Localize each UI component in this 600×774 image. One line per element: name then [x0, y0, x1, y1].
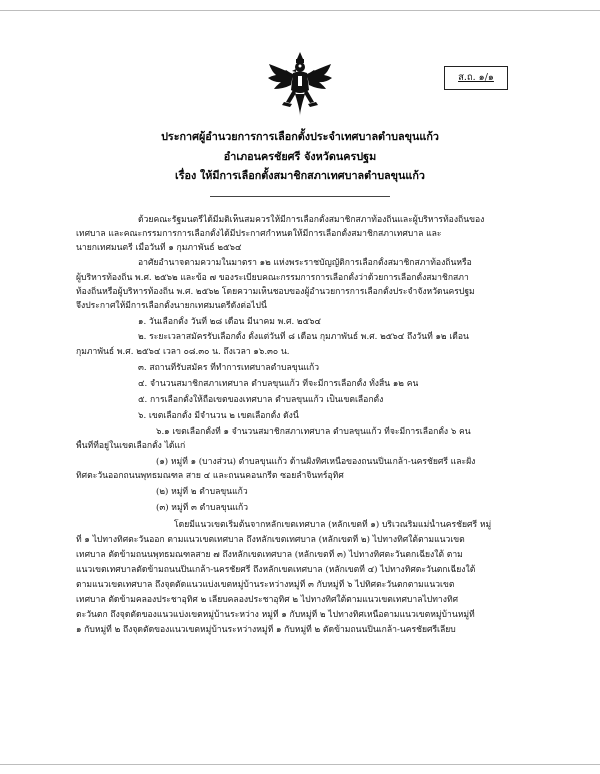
body-line: (๒) หมู่ที่ ๒ ตำบลขุนแก้ว [156, 487, 248, 497]
body-line: เทศบาล ตัดข้ามถนนพุทธมณฑลสาย ๗ ถึงหลักเขตเทศบาล (หลักเขตที่ ๓) ไปทางทิศตะวันตกเฉียงใต้ ตาม [76, 550, 463, 560]
body-line: ตามแนวเขตเทศบาล ถึงจุดตัดแนวแบ่งเขตหมู่บ้านระหว่างหมู่ที่ ๓ กับหมู่ที่ ๖ ไปทิศตะวันตกตามแนวเขต [76, 580, 455, 590]
bottom-divider [0, 764, 600, 765]
body-line: (๓) หมู่ที่ ๓ ตำบลขุนแก้ว [156, 503, 249, 513]
announcement-title: ประกาศผู้อำนวยการการเลือกตั้งประจำเทศบาลตำบลขุนแก้ว [161, 130, 439, 143]
body-line: ๖.๑ เขตเลือกตั้งที่ ๑ จำนวนสมาชิกสภาเทศบาล ตำบลขุนแก้ว ที่จะมีการเลือกตั้ง ๖ คน [156, 427, 471, 437]
document-number-box: ส.ถ. ๑/๑ [444, 66, 508, 90]
body-line: ตะวันตก ถึงจุดตัดของแนวแบ่งเขตหมู่บ้านระหว่าง หมู่ที่ ๑ กับหมู่ที่ ๒ ไปทางทิศเหนือตามแนวเขตหมู่บ้านหมู่ที่ [76, 610, 475, 620]
body-line: ๔. จำนวนสมาชิกสภาเทศบาล ตำบลขุนแก้ว ที่จะมีการเลือกตั้ง ทั้งสิ้น ๑๒ คน [138, 379, 419, 389]
body-line: ๓. สถานที่รับสมัคร ที่ทำการเทศบาลตำบลขุนแก้ว [138, 363, 320, 373]
heading-underline [210, 196, 390, 197]
body-line: พื้นที่ที่อยู่ในเขตเลือกตั้ง ได้แก่ [76, 441, 186, 451]
body-line: ๖. เขตเลือกตั้ง มีจำนวน ๒ เขตเลือกตั้ง ดังนี้ [138, 411, 299, 421]
garuda-emblem [266, 50, 334, 118]
body-line: ที่ ๑ ไปทางทิศตะวันออก ตามแนวเขตเทศบาล ถึงหลักเขตเทศบาล (หลักเขตที่ ๒) ไปทางทิศใต้ตามแนวเขต [76, 535, 465, 545]
top-divider [0, 10, 600, 11]
body-line: ๑ กับหมู่ที่ ๒ ถึงจุดตัดของแนวเขตหมู่บ้านระหว่างหมู่ที่ ๑ กับหมู่ที่ ๒ ตัดข้ามถนนปิ่นเกล้า-นครชัยศรีเลียบ [76, 625, 456, 635]
body-line: เทศบาล ตัดข้ามคลองประชาอุทิศ ๒ เลียบคลองประชาอุทิศ ๒ ไปทางทิศใต้ตามแนวเขตเทศบาลไปทางทิศ [76, 595, 459, 605]
body-line: เทศบาล และคณะกรรมการการเลือกตั้งได้มีประกาศกำหนดให้มีการเลือกตั้งสมาชิกสภาเทศบาล และ [76, 229, 442, 239]
body-line: นายกเทศมนตรี เมื่อวันที่ ๑ กุมภาพันธ์ ๒๕๖๔ [76, 243, 242, 253]
body-line: (๑) หมู่ที่ ๑ (บางส่วน) ตำบลขุนแก้ว ด้านฝั่งทิศเหนือของถนนปิ่นเกล้า-นครชัยศรี และฝั่ง [156, 457, 476, 467]
body-line: จึงประกาศให้มีการเลือกตั้งนายกเทศมนตรีดังต่อไปนี้ [76, 301, 267, 311]
body-line: ท้องถิ่นหรือผู้บริหารท้องถิ่น พ.ศ. ๒๕๖๒ โดยความเห็นชอบของผู้อำนวยการการเลือกตั้งประจำจังหวัดนครปฐม [76, 287, 475, 297]
body-line: ๒. ระยะเวลาสมัครรับเลือกตั้ง ตั้งแต่วันที่ ๘ เดือน กุมภาพันธ์ พ.ศ. ๒๕๖๔ ถึงวันที่ ๑๒ เดือน [138, 332, 469, 342]
announcement-location: อำเภอนครชัยศรี จังหวัดนครปฐม [223, 150, 377, 163]
announcement-subject: เรื่อง ให้มีการเลือกตั้งสมาชิกสภาเทศบาลตำบลขุนแก้ว [175, 169, 425, 182]
body-line: ๕. การเลือกตั้งให้ถือเขตของเทศบาล ตำบลขุนแก้ว เป็นเขตเลือกตั้ง [138, 395, 384, 405]
body-line: แนวเขตเทศบาลตัดข้ามถนนปิ่นเกล้า-นครชัยศรี ถึงหลักเขตเทศบาล (หลักเขตที่ ๔) ไปทางทิศตะวันตกเฉียงใต้ [76, 565, 476, 575]
body-line: ๑. วันเลือกตั้ง วันที่ ๒๘ เดือน มีนาคม พ.ศ. ๒๕๖๔ [138, 317, 322, 327]
body-line: ทิศตะวันออกถนนพุทธมณฑล สาย ๔ และถนนคอนกรีต ซอยลำจินทร์อุทิศ [76, 471, 344, 481]
body-line: ผู้บริหารท้องถิ่น พ.ศ. ๒๕๖๒ และข้อ ๗ ของระเบียบคณะกรรมการการเลือกตั้งว่าด้วยการเลือกตั้งสมาชิกสภา [76, 273, 469, 283]
body-line: อาศัยอำนาจตามความในมาตรา ๑๒ แห่งพระราชบัญญัติการเลือกตั้งสมาชิกสภาท้องถิ่นหรือ [138, 258, 472, 268]
body-line: โดยมีแนวเขตเริ่มต้นจากหลักเขตเทศบาล (หลักเขตที่ ๑) บริเวณริมแม่น้ำนครชัยศรี หมู่ [174, 520, 492, 530]
body-line: กุมภาพันธ์ พ.ศ. ๒๕๖๔ เวลา ๐๘.๓๐ น. ถึงเวลา ๑๖.๓๐ น. [76, 347, 290, 357]
body-line: ด้วยคณะรัฐมนตรีได้มีมติเห็นสมควรให้มีการเลือกตั้งสมาชิกสภาท้องถิ่นและผู้บริหารท้องถิ่นของ [138, 215, 485, 225]
